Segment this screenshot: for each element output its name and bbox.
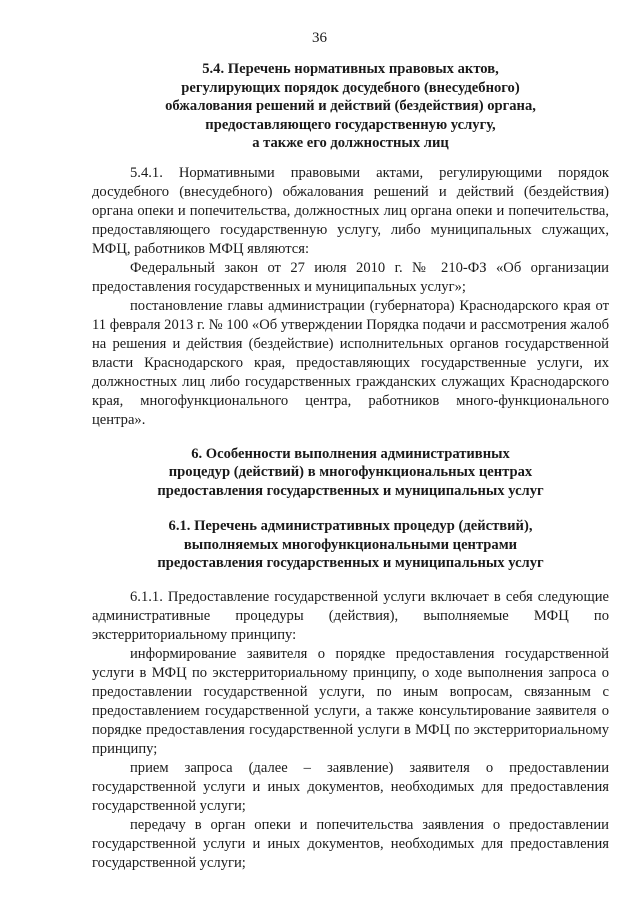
section-5-4-heading: [92, 60, 609, 153]
heading-line: предоставления государственных и муниципальных услуг: [157, 555, 544, 571]
heading-line: выполняемых многофункциональными центрами: [183, 536, 518, 553]
page-content: [92, 60, 609, 873]
section-6-1-heading: [92, 517, 609, 573]
heading-line: регулирующих порядок досудебного (внесудебного): [181, 79, 520, 96]
paragraph-governor-resolution: постановление главы администрации (губернатора) Краснодарского края от 11 февраля 2013 г. № 100 «Об утверждении Порядка подачи и рассмотрения жалоб на решения и действия (бездействие) исполнительных органов государственной власти Краснодарского края, предоставляющих государственные услуги, их должностных лиц либо государственных гражданских служащих Краснодарского края, многофункционального центра, работников много-функционального центра».: [92, 297, 609, 428]
heading-line: 6.1. Перечень административных процедур (действий),: [168, 518, 533, 534]
heading-line: предоставления государственных и муниципальных услуг: [157, 482, 544, 499]
paragraph-federal-law: Федеральный закон от 27 июля 2010 г. № 210-ФЗ «Об организации предоставления государственных и муниципальных услуг»;: [92, 259, 609, 295]
paragraph-5-4-1: 5.4.1. Нормативными правовыми актами, регулирующими порядок досудебного (внесудебного) обжалования решений и действий (бездействия) органа опеки и попечительства, должностных лиц органа опеки и попечительства, предоставляющего государственную услугу, либо муниципальных служащих, МФЦ, работников МФЦ являются:: [92, 164, 609, 257]
paragraph-6-1-1: 6.1.1. Предоставление государственной услуги включает в себя следующие административные процедуры (действия), выполняемые МФЦ по экстерриториальному принципу:: [92, 588, 609, 643]
section-6-heading: [92, 445, 609, 501]
heading-line: 5.4. Перечень нормативных правовых актов,: [202, 61, 499, 77]
paragraph-transfer: передачу в орган опеки и попечительства заявления о предоставлении государственной услуги и иных документов, необходимых для предоставления государственной услуги;: [92, 816, 609, 871]
page-number: 36: [312, 30, 327, 46]
paragraph-reception: прием запроса (далее – заявление) заявителя о предоставлении государственной услуги и иных документов, необходимых для предоставления государственной услуги;: [92, 759, 609, 814]
heading-line: предоставляющего государственную услугу,: [205, 116, 496, 133]
heading-line: процедур (действий) в многофункциональных центрах: [168, 464, 533, 480]
heading-line: а также его должностных лиц: [252, 135, 449, 151]
heading-line: 6. Особенности выполнения административных: [191, 445, 510, 462]
heading-line: обжалования решений и действий (бездействия) органа,: [165, 98, 536, 114]
paragraph-informing: информирование заявителя о порядке предоставления государственной услуги в МФЦ по экстерриториальному принципу, о ходе выполнения запроса о предоставлении государственной услуги, по иным вопросам, связанным с предоставлением государственной услуги, а также консультирование заявителя о порядке предоставления государственной услуги в МФЦ по экстерриториальному принципу;: [92, 645, 609, 757]
